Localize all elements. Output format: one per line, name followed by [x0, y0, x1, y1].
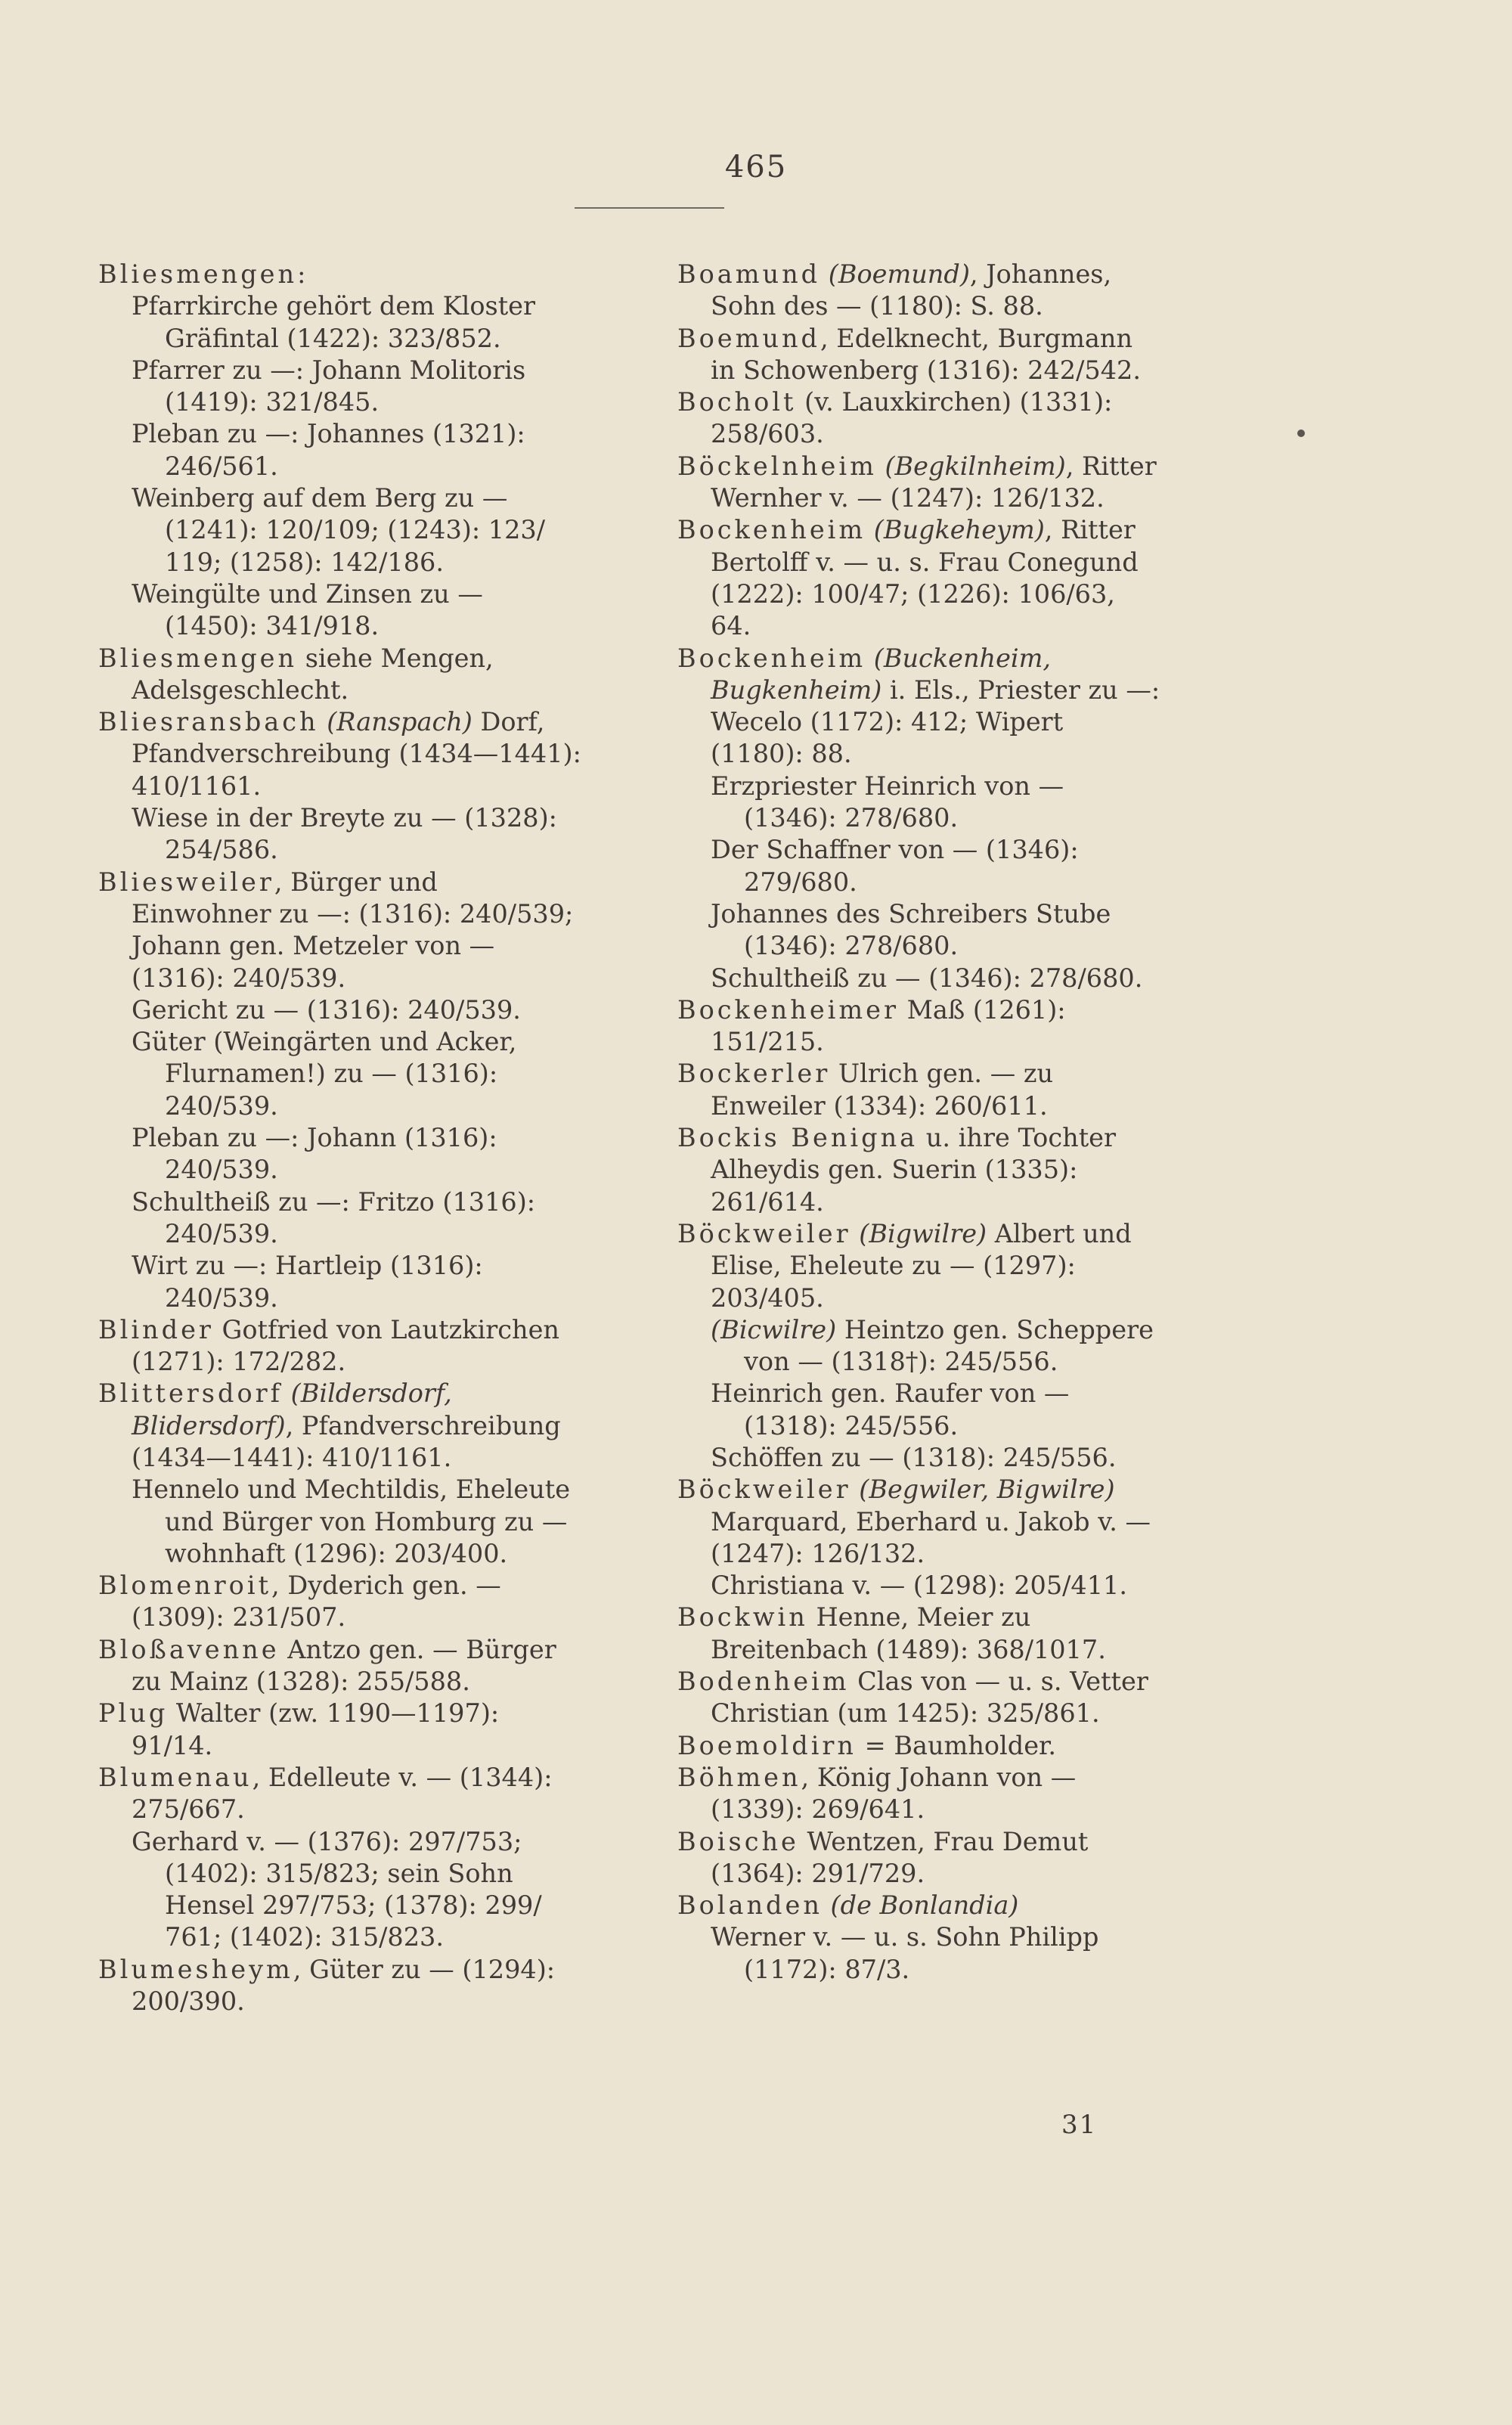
entry-heading: Boemund — [677, 323, 820, 353]
subentry-text: Schultheiß zu —: Fritzo (1316): 240/539. — [132, 1186, 536, 1248]
subentry-text: Wiese in der Breyte zu — (1328): 254/586. — [132, 803, 557, 865]
index-entry — [98, 1762, 582, 1826]
page-spot — [1297, 429, 1305, 437]
entry-variant: (Bugkeheym) — [866, 515, 1045, 545]
entry-heading: Bockenheim — [677, 515, 866, 545]
index-subentry — [98, 290, 582, 355]
index-entry — [677, 1730, 1161, 1762]
index-entry — [98, 1634, 582, 1698]
index-entry — [677, 1058, 1161, 1122]
entry-text: Gotfried von Lautzkirchen (1271): 172/282. — [132, 1314, 559, 1377]
subentry-text: Gerhard v. — (1376): 297/753; (1402): 315/823; sein Sohn Hensel 297/753; (1378): 299/ 761; (1402): 315/823. — [132, 1826, 542, 1952]
index-entry — [98, 1570, 582, 1634]
index-entry — [677, 259, 1161, 323]
subentry-text: Werner v. — u. s. Sohn Philipp (1172): 87/3. — [711, 1922, 1099, 1984]
index-subentry — [98, 1826, 582, 1954]
index-entry — [677, 1890, 1161, 1921]
index-entry — [677, 451, 1161, 515]
subentry-text: Pleban zu —: Johannes (1321): 246/561. — [132, 419, 525, 481]
entry-text: Ulrich gen. — zu Enweiler (1334): 260/611. — [711, 1059, 1054, 1121]
entry-heading: Bliesransbach — [98, 707, 319, 737]
index-subentry — [98, 1122, 582, 1186]
header-rule — [575, 207, 724, 209]
entry-text: , Ritter Bertolff v. — u. s. Frau Conegund (1222): 100/47; (1226): 106/63, 64. — [711, 515, 1139, 641]
entry-heading: Plug — [98, 1698, 169, 1729]
entry-heading: Bockwin — [677, 1602, 808, 1633]
entry-heading: Bockerler — [677, 1059, 831, 1089]
index-entry — [98, 259, 582, 290]
index-subentry — [677, 1570, 1161, 1602]
index-entry — [677, 1218, 1161, 1314]
entry-variant: (Bicwilre) — [711, 1314, 837, 1344]
entry-text: , Edelknecht, Burgmann in Schowenberg (1316): 242/542. — [711, 323, 1141, 385]
entry-heading: Böckweiler — [677, 1218, 851, 1248]
index-subentry — [98, 994, 582, 1026]
index-entry — [677, 994, 1161, 1059]
index-entry — [98, 1378, 582, 1474]
index-entry — [98, 867, 582, 994]
index-entry — [98, 1314, 582, 1378]
entry-heading: Boamund — [677, 259, 821, 289]
entry-text: , Pfandverschreibung (1434—1441): 410/1161. — [132, 1410, 561, 1472]
index-subentry — [98, 1250, 582, 1314]
subentry-text: Gericht zu — (1316): 240/539. — [132, 994, 521, 1025]
entry-heading: Bockenheimer — [677, 994, 899, 1025]
entry-heading: Böhmen — [677, 1762, 801, 1792]
entry-text: Henne, Meier zu Breitenbach (1489): 368/1017. — [711, 1602, 1106, 1664]
entry-heading: Böckelnheim — [677, 451, 877, 481]
entry-text: u. ihre Tochter Alheydis gen. Suerin (1335): 261/614. — [711, 1123, 1116, 1217]
entry-heading: Bockenheim — [677, 643, 866, 673]
index-entry — [98, 643, 582, 707]
entry-heading: Blieswеiler — [98, 867, 274, 897]
entry-text: Walter (zw. 1190—1197): 91/14. — [132, 1698, 500, 1760]
index-entry — [98, 1698, 582, 1762]
entry-text: Dorf, Pfandverschreibung (1434—1441): 410/1161. — [132, 707, 581, 801]
entry-variant: (Boemund) — [820, 259, 970, 289]
index-entry — [677, 1474, 1161, 1570]
subentry-text: Erzpriester Heinrich von — (1346): 278/680. — [711, 771, 1064, 833]
entry-text: Albert und Elise, Eheleute zu — (1297): 203/405. — [711, 1218, 1132, 1313]
entry-heading: Blittersdorf — [98, 1378, 284, 1409]
entry-heading: Blumesheym — [98, 1954, 293, 1984]
entry-heading: Blomenroit — [98, 1571, 272, 1601]
entry-heading: Blumenau — [98, 1762, 253, 1792]
index-entry — [677, 386, 1161, 451]
index-entry — [677, 514, 1161, 642]
entry-variant: (Ranspach) — [318, 707, 472, 737]
subentry-text: Wirt zu —: Hartleip (1316): 240/539. — [132, 1251, 483, 1313]
index-entry — [677, 323, 1161, 387]
entry-text: (v. Lauxkirchen) (1331): 258/603. — [711, 387, 1113, 449]
entry-heading: Bodenheim — [677, 1667, 850, 1697]
entry-heading: Boische — [677, 1826, 799, 1856]
entry-heading: Bockis Benigna — [677, 1123, 919, 1153]
entry-variant: (Buckenheim, Bugkenheim) — [711, 643, 1052, 705]
index-subentry — [677, 771, 1161, 835]
sheet-signature: 31 — [1061, 2110, 1098, 2140]
index-entry — [677, 1122, 1161, 1218]
entry-text: Marquard, Eberhard u. Jakob v. — (1247): 126/132. — [711, 1506, 1151, 1568]
index-subentry — [98, 418, 582, 482]
index-subentry — [98, 1186, 582, 1251]
entry-text: Wentzen, Frau Demut (1364): 291/729. — [711, 1826, 1089, 1888]
entry-heading: Bliesmengen — [98, 643, 298, 673]
entry-variant: (de Bonlandia) — [822, 1890, 1019, 1921]
entry-heading: Bliesmengen: — [98, 259, 309, 289]
right-column — [677, 259, 1161, 1986]
subentry-text: Johannes des Schreibers Stube (1346): 278/680. — [711, 898, 1111, 961]
entry-heading: Bolanden — [677, 1890, 823, 1921]
subentry-text: Pfarrkirche gehört dem Kloster Gräfintal (1422): 323/852. — [132, 291, 536, 353]
entry-text: , Ritter Wernher v. — (1247): 126/132. — [711, 451, 1157, 513]
entry-variant: (Begkilnheim) — [876, 451, 1066, 481]
left-column — [98, 259, 582, 2017]
subentry-text: Christiana v. — (1298): 205/411. — [711, 1571, 1128, 1601]
index-subentry — [677, 1314, 1161, 1378]
entry-heading: Boemoldirn — [677, 1730, 857, 1760]
entry-text: , Dyderich gen. — (1309): 231/507. — [132, 1571, 501, 1633]
subentry-text: Güter (Weingärten und Acker, Flurnamen!) zu — (1316): 240/539. — [132, 1027, 517, 1121]
entry-text: , Johannes, Sohn des — (1180): S. 88. — [711, 259, 1112, 321]
entry-heading: Blinder — [98, 1314, 214, 1344]
entry-text: Clas von — u. s. Vetter Christian (um 1425): 325/861. — [711, 1667, 1148, 1729]
subentry-text: Der Schaffner von — (1346): 279/680. — [711, 835, 1079, 897]
index-subentry — [677, 1442, 1161, 1474]
subentry-text: Schöffen zu — (1318): 245/556. — [711, 1442, 1117, 1472]
entry-text: Antzo gen. — Bürger zu Mainz (1328): 255/588. — [132, 1634, 556, 1697]
entry-heading: Bocholt — [677, 387, 797, 417]
index-subentry — [677, 834, 1161, 898]
index-subentry — [98, 1026, 582, 1122]
index-subentry — [98, 578, 582, 643]
index-subentry — [677, 1921, 1161, 1986]
entry-text: Maß (1261): 151/215. — [711, 994, 1066, 1057]
entry-text: = Baumholder. — [857, 1730, 1057, 1760]
subentry-text: Weinberg auf dem Berg zu — (1241): 120/109; (1243): 123/ 119; (1258): 142/186. — [132, 483, 545, 577]
entry-variant: (Bildersdorf, Blidersdorf) — [132, 1378, 452, 1440]
index-subentry — [677, 1378, 1161, 1442]
subentry-text: Heintzo gen. Scheppere von — (1318†): 245/556. — [744, 1314, 1154, 1377]
entry-text: siehe Mengen, Adelsgeschlecht. — [132, 643, 494, 705]
entry-text: , Bürger und Einwohner zu —: (1316): 240/539; Johann gen. Metzeler von — (1316): 240/539. — [132, 867, 574, 993]
index-entry — [677, 1762, 1161, 1826]
entry-heading: Böckweiler — [677, 1475, 851, 1505]
index-entry — [677, 643, 1161, 771]
subentry-text: Pleban zu —: Johann (1316): 240/539. — [132, 1123, 497, 1185]
index-entry — [677, 1666, 1161, 1730]
index-subentry — [98, 355, 582, 419]
entry-text: i. Els., Priester zu —: Wecelo (1172): 412; Wipert (1180): 88. — [711, 674, 1160, 769]
index-subentry — [677, 898, 1161, 963]
index-subentry — [98, 482, 582, 578]
subentry-text: Hennelo und Mechtildis, Eheleute und Bürger von Homburg zu — wohnhaft (1296): 203/400. — [132, 1475, 571, 1568]
index-subentry — [98, 802, 582, 867]
index-entry — [677, 1826, 1161, 1890]
subentry-text: Heinrich gen. Raufer von — (1318): 245/556. — [711, 1378, 1070, 1440]
index-subentry — [98, 1474, 582, 1570]
entry-text: , König Johann von — (1339): 269/641. — [711, 1762, 1077, 1825]
subentry-text: Pfarrer zu —: Johann Molitoris (1419): 321/845. — [132, 355, 526, 417]
index-entry — [677, 1602, 1161, 1666]
subentry-text: Schultheiß zu — (1346): 278/680. — [711, 963, 1143, 993]
index-entry — [98, 1954, 582, 2018]
subentry-text: Weingülte und Zinsen zu — (1450): 341/918. — [132, 578, 483, 641]
entry-text: , Edelleute v. — (1344): 275/667. — [132, 1762, 553, 1825]
index-subentry — [677, 963, 1161, 994]
entry-variant: (Begwiler, Bigwilre) — [850, 1475, 1115, 1505]
entry-variant: (Bigwilre) — [850, 1218, 987, 1248]
index-entry — [98, 706, 582, 802]
page-number: 465 — [724, 150, 788, 185]
entry-heading: Bloßavenne — [98, 1634, 280, 1664]
entry-text: , Güter zu — (1294): 200/390. — [132, 1954, 556, 2017]
